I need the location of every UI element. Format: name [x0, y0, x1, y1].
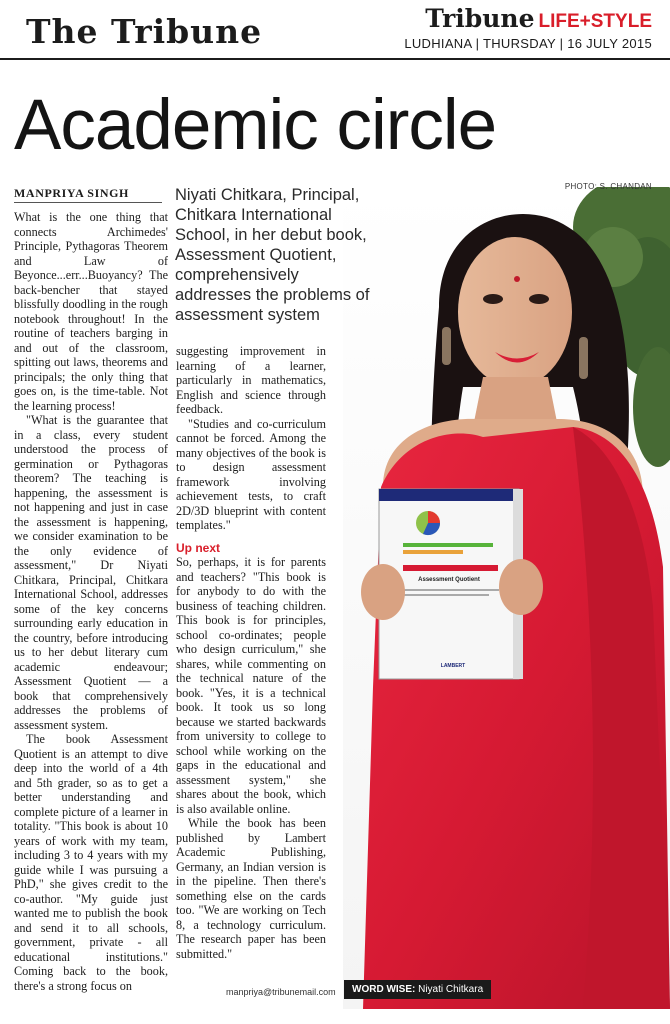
pull-quote: Niyati Chitkara, Principal, Chitkara International School, in her debut book, Assessment Quotient, comprehensively addresses the problems of assessment system [175, 186, 370, 324]
article-column-1 [14, 210, 168, 1000]
author-email[interactable]: manpriya@tribunemail.com [226, 987, 336, 997]
paragraph: suggesting improvement in learning of a learner, particularly in mathematics, English and science through feedback. [176, 344, 326, 416]
section-brand [425, 4, 652, 34]
subhead-up-next: Up next [176, 541, 221, 555]
dateline: LUDHIANA | THURSDAY | 16 JULY 2015 [404, 36, 652, 51]
masthead-divider [0, 58, 670, 60]
article-column-2-continued [176, 555, 326, 985]
paragraph: What is the one thing that connects Archimedes' Principle, Pythagoras Theorem and Law of Beyonce...err...Buoyancy? The back-bencher that stayed blissfully doodling in the rough notebook throughout! In the routine of teachers barging in and out of the classroom, spitting out laws, theorems and principals; the only thing that goes on, is the time-table. Not the learning process! [14, 210, 168, 413]
headline: Academic circle [14, 86, 497, 165]
book-title: Assessment Quotient [418, 577, 480, 583]
portrait-photo [343, 187, 670, 1009]
photo-credit: PHOTO: S. CHANDAN [564, 182, 652, 191]
brand-name: Tribune [425, 4, 535, 33]
article-column-2 [176, 344, 326, 533]
face [458, 237, 572, 387]
photo-caption [344, 980, 491, 999]
caption-lead: WORD WISE: [352, 984, 416, 995]
book-publisher: LAMBERT [440, 663, 466, 669]
newspaper-logo: The Tribune [26, 12, 263, 51]
paragraph: "Studies and co-curriculum cannot be forced. Among the many objectives of the book is to design assessment framework involving achievement tests, to craft 2D/3D blueprint with content templates." [176, 416, 326, 532]
byline: MANPRIYA SINGH [14, 186, 129, 200]
brand-section: LIFE+STYLE [538, 11, 652, 32]
paragraph: While the book has been published by Lambert Academic Publishing, Germany, an Indian version is in the pipeline. Then there's something else on the cards too. "We are working on Tech 8, a technology curriculum. The research paper has been submitted." [176, 816, 326, 961]
caption-text: Niyati Chitkara [418, 984, 484, 995]
byline-divider [14, 202, 162, 203]
paragraph: So, perhaps, it is for parents and teachers? "This book is for anybody to do with the business of teaching children. This book is for principles, school co-ordinates; people who design curriculum," she shares, while commenting on the technical nature of the book. "Yes, it is a technical book. It took us so long because we started backwards from university to college to school while working on the gaps in the educational and assessment system," she shares about the book, which is also available online. [176, 555, 326, 816]
paragraph: "What is the guarantee that in a class, every student understood the process of germination or Pythagoras theorem? The teaching is happening, the assessment is not happening and just in case the assessment is happening, we consider examination to be the only evidence of assessment," Dr Niyati Chitkara, Principal, Chitkara International School, addresses some of the key concerns surrounding early education in the country, before introducing us to her debut literary cum academic endeavour; Assessment Quotient — a book that comprehensively addresses the problems of assessment system. [14, 413, 168, 732]
paragraph: The book Assessment Quotient is an attempt to dive deep into the world of a 4th and 5th grader, so as to get a better understanding and complete picture of a learner in totality. "This book is about 10 years of work with my team, including 3 to 4 years with my guide while I was pursuing a PhD," she gives credit to the co-author. "My guide just wanted me to publish the book and send it to all schools, government, private - all educational institutions." Coming back to the book, there's a strong focus on [14, 732, 168, 993]
